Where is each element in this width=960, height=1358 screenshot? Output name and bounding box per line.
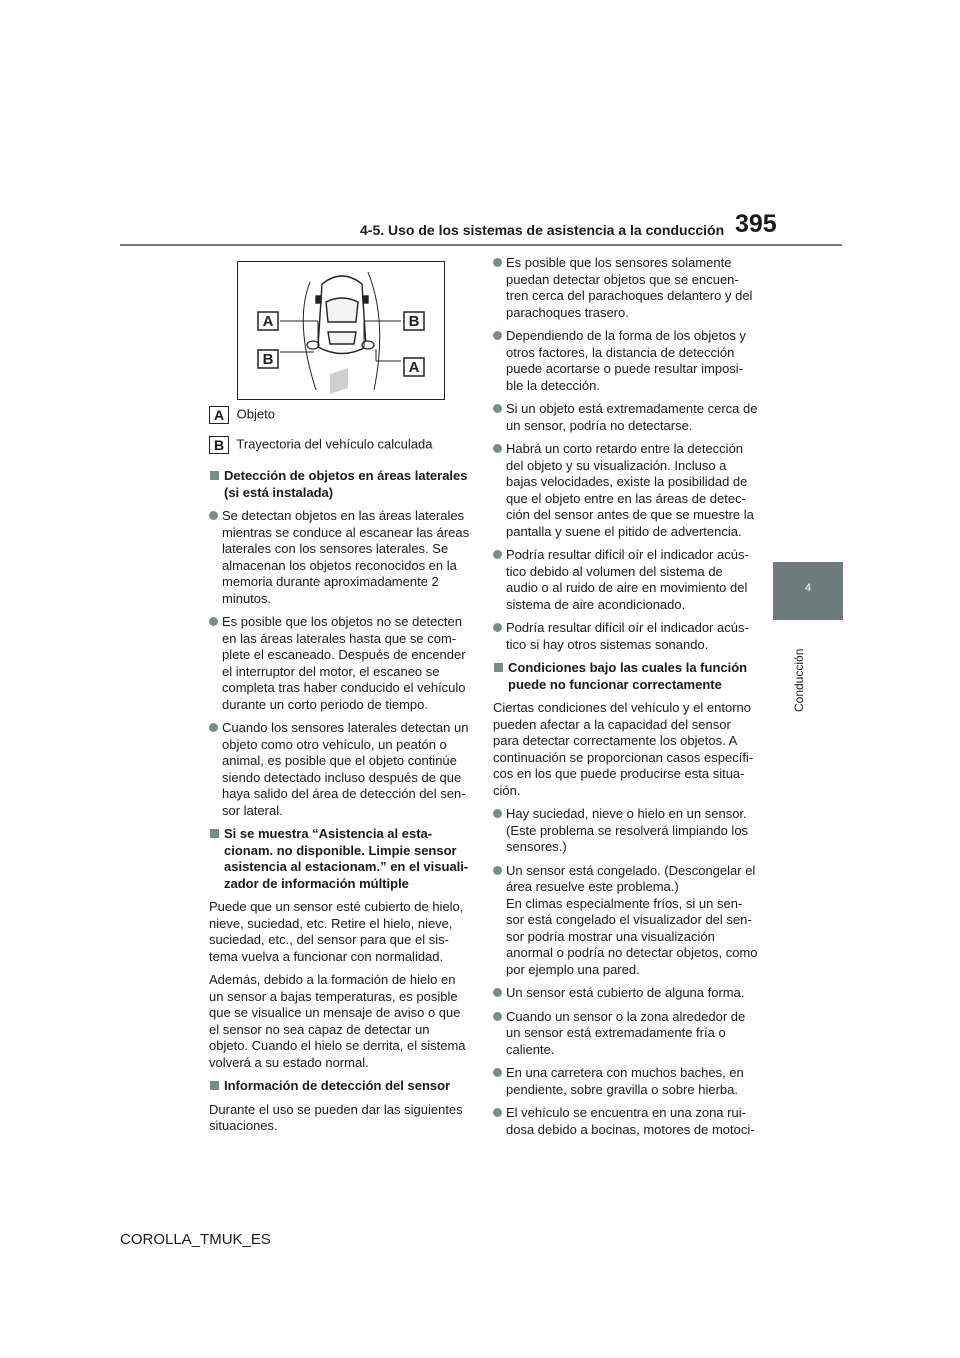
footer-model: COROLLA_TMUK_ES <box>120 1231 271 1248</box>
paragraph: Ciertas condiciones del vehículo y el entorno pueden afectar a la capacidad del sensor para detectar correctamente los objetos. A continuación se proporcionan casos específi-cos en los que puede producirse esta situa-ción. <box>493 700 754 798</box>
chapter-number: 4 <box>804 582 812 594</box>
bullet-text: En climas especialmente fríos, si un sen-sor está congelado el visualizador del sen-sor podría mostrar una visualización anormal o podría no detectar objetos, como por ejemplo una pared. <box>506 895 758 977</box>
car-icon <box>316 276 368 354</box>
right-column <box>493 255 758 1145</box>
legend-key-b: B <box>209 436 229 454</box>
legend-text-a: Objeto <box>236 406 275 422</box>
left-column <box>209 468 471 1142</box>
section-heading: Si se muestra “Asistencia al esta-cionam. no disponible. Limpie sensor asistencia al estacionam.” en el visuali-zador de información múltiple <box>209 826 471 892</box>
chapter-tab <box>773 562 843 620</box>
trajectory-line <box>303 282 316 390</box>
header-divider <box>120 244 842 246</box>
sensor-detection-figure <box>237 261 445 400</box>
paragraph: Durante el uso se pueden dar las siguientes situaciones. <box>209 1101 463 1133</box>
bullet-text: Un sensor está congelado. (Descongelar el área resuelve este problema.) <box>506 862 756 894</box>
paragraph: Puede que un sensor esté cubierto de hielo, nieve, suciedad, etc. Retire el hielo, nieve, suciedad, etc., del sensor para que el sis-tema vuelva a funcionar con normalidad. <box>209 899 464 964</box>
bullet-item: Podría resultar difícil oír el indicador acús-tico si hay otros sistemas sonando. <box>493 620 758 653</box>
bullet-item: Si un objeto está extremadamente cerca de un sensor, podría no detectarse. <box>493 401 758 434</box>
section-heading: Información de detección del sensor <box>209 1078 471 1095</box>
legend-item-object <box>209 406 275 424</box>
bullet-item: Se detectan objetos en las áreas laterales mientras se conduce al escanear las áreas laterales con los sensores laterales. Se almacenan los objetos reconocidos en la memoria durante aproximadamente 2 minutos. <box>209 508 471 607</box>
section-heading: Condiciones bajo las cuales la función puede no funcionar correctamente <box>493 660 758 693</box>
paragraph: Además, debido a la formación de hielo en un sensor a bajas temperaturas, es posible que se visualice un mensaje de aviso o que el sensor no sea capaz de detectar un objeto. Cuando el hielo se derrita, el sistema volverá a su estado normal. <box>209 972 466 1070</box>
label-b-right: B <box>408 313 420 330</box>
bullet-item: Un sensor está cubierto de alguna forma. <box>493 985 758 1002</box>
legend-key-a: A <box>209 406 229 424</box>
bullet-item: Es posible que los objetos no se detecten en las áreas laterales hasta que se com-plete el escaneado. Después de encender el interruptor del motor, el escaneo se completa tras haber conducido el vehículo durante un corto periodo de tiempo. <box>209 614 471 713</box>
page-number: 395 <box>735 210 777 238</box>
label-b-left: B <box>262 351 274 368</box>
bullet-item: Cuando un sensor o la zona alrededor de un sensor está extremadamente fría o caliente. <box>493 1009 758 1059</box>
bullet-item: Podría resultar difícil oír el indicador acús-tico debido al volumen del sistema de audio o al ruido de aire en movimiento del sistema de aire acondicionado. <box>493 547 758 613</box>
bullet-item <box>493 863 758 979</box>
section-heading: Detección de objetos en áreas laterales (si está instalada) <box>209 468 471 501</box>
label-a-right: A <box>408 359 420 376</box>
label-a-left: A <box>262 313 274 330</box>
bullet-item: El vehículo se encuentra en una zona rui-dosa debido a bocinas, motores de motoci- <box>493 1105 758 1138</box>
chapter-label-text: Conducción <box>792 648 806 712</box>
chapter-label <box>790 632 804 712</box>
bullet-item: Hay suciedad, nieve o hielo en un sensor. (Este problema se resolverá limpiando los sensores.) <box>493 806 758 856</box>
legend-text-b: Trayectoria del vehículo calculada <box>236 436 433 452</box>
direction-arrow-icon <box>330 368 348 394</box>
bullet-item: Dependiendo de la forma de los objetos y otros factores, la distancia de detección puede acortarse o puede resultar imposi-ble la detección. <box>493 328 758 394</box>
trajectory-line <box>368 272 380 390</box>
bullet-item: Es posible que los sensores solamente puedan detectar objetos que se encuen-tren cerca del parachoques delantero y del parachoques trasero. <box>493 255 758 321</box>
bullet-item: Cuando los sensores laterales detectan un objeto como otro vehículo, un peatón o animal, es posible que el objeto continúe siendo detectado incluso después de que haya salido del área de detección del sen-sor lateral. <box>209 720 471 819</box>
bullet-item: Habrá un corto retardo entre la detección del objeto y su visualización. Incluso a bajas velocidades, existe la posibilidad de que el objeto entre en las áreas de detec-ción del sensor antes de que se muestre la pantalla y suene el pitido de advertencia. <box>493 441 758 540</box>
bullet-item: En una carretera con muchos baches, en pendiente, sobre gravilla o sobre hierba. <box>493 1065 758 1098</box>
legend-item-trajectory <box>209 436 432 454</box>
section-title: 4-5. Uso de los sistemas de asistencia a la conducción <box>360 222 725 238</box>
car-sensor-diagram <box>238 262 444 399</box>
